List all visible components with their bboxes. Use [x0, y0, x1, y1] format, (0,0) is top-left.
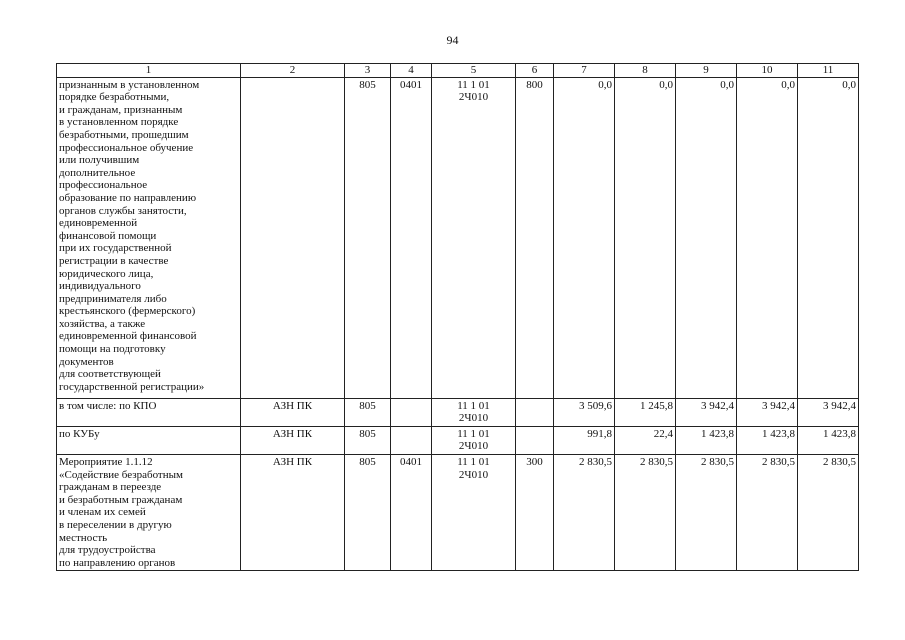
row-value-11: 3 942,4 — [798, 398, 859, 426]
row-value-7: 2 830,5 — [554, 454, 615, 570]
row-col-6: 300 — [516, 454, 554, 570]
row-value-8: 2 830,5 — [615, 454, 676, 570]
row-value-9: 1 423,8 — [676, 426, 737, 454]
table-row — [57, 426, 859, 454]
row-value-10: 0,0 — [737, 77, 798, 398]
row-col-6 — [516, 426, 554, 454]
row-value-11: 0,0 — [798, 77, 859, 398]
budget-table — [56, 63, 859, 571]
row-col-3: 805 — [345, 454, 391, 570]
header-cell: 5 — [432, 64, 516, 78]
row-administrator: АЗН ПК — [241, 426, 345, 454]
header-cell: 9 — [676, 64, 737, 78]
row-col-5: 11 1 01 2Ч010 — [432, 398, 516, 426]
row-value-9: 2 830,5 — [676, 454, 737, 570]
header-cell: 7 — [554, 64, 615, 78]
row-administrator: АЗН ПК — [241, 454, 345, 570]
row-col-3: 805 — [345, 426, 391, 454]
row-description: по КУБу — [57, 426, 241, 454]
header-cell: 10 — [737, 64, 798, 78]
row-administrator: АЗН ПК — [241, 398, 345, 426]
row-value-9: 0,0 — [676, 77, 737, 398]
header-cell: 8 — [615, 64, 676, 78]
row-col-4: 0401 — [391, 77, 432, 398]
row-value-11: 2 830,5 — [798, 454, 859, 570]
row-description: Мероприятие 1.1.12 «Содействие безработным гражданам в переезде и безработным гражданам и членам их семей в переселении в другую местность для трудоустройства по направлению органов — [57, 454, 241, 570]
header-cell: 4 — [391, 64, 432, 78]
row-value-10: 1 423,8 — [737, 426, 798, 454]
header-row — [57, 64, 859, 78]
row-col-4 — [391, 398, 432, 426]
header-cell: 3 — [345, 64, 391, 78]
row-col-5: 11 1 01 2Ч010 — [432, 426, 516, 454]
row-description: в том числе: по КПО — [57, 398, 241, 426]
header-cell: 2 — [241, 64, 345, 78]
row-col-6 — [516, 398, 554, 426]
row-col-5: 11 1 01 2Ч010 — [432, 77, 516, 398]
row-value-8: 22,4 — [615, 426, 676, 454]
row-value-9: 3 942,4 — [676, 398, 737, 426]
row-value-10: 3 942,4 — [737, 398, 798, 426]
row-value-8: 0,0 — [615, 77, 676, 398]
row-administrator — [241, 77, 345, 398]
row-description: признанным в установленном порядке безработными, и гражданам, признанным в установленном порядке безработными, прошедшим профессиональное обучение или получившим дополнительное профессиональное образование по направлению органов службы занятости, единовременной финансовой помощи при их государственной регистрации в качестве юридического лица, индивидуального предпринимателя либо крестьянского (фермерского) хозяйства, а также единовременной финансовой помощи на подготовку документов для соответствующей государственной регистрации» — [57, 77, 241, 398]
row-value-8: 1 245,8 — [615, 398, 676, 426]
row-col-4 — [391, 426, 432, 454]
row-col-4: 0401 — [391, 454, 432, 570]
row-value-10: 2 830,5 — [737, 454, 798, 570]
table-row — [57, 454, 859, 570]
table-row — [57, 77, 859, 398]
header-cell: 11 — [798, 64, 859, 78]
row-col-3: 805 — [345, 398, 391, 426]
row-col-3: 805 — [345, 77, 391, 398]
row-col-6: 800 — [516, 77, 554, 398]
row-col-5: 11 1 01 2Ч010 — [432, 454, 516, 570]
header-cell: 6 — [516, 64, 554, 78]
row-value-11: 1 423,8 — [798, 426, 859, 454]
header-cell: 1 — [57, 64, 241, 78]
row-value-7: 0,0 — [554, 77, 615, 398]
row-value-7: 3 509,6 — [554, 398, 615, 426]
row-value-7: 991,8 — [554, 426, 615, 454]
page-number: 94 — [446, 33, 459, 47]
table-row — [57, 398, 859, 426]
